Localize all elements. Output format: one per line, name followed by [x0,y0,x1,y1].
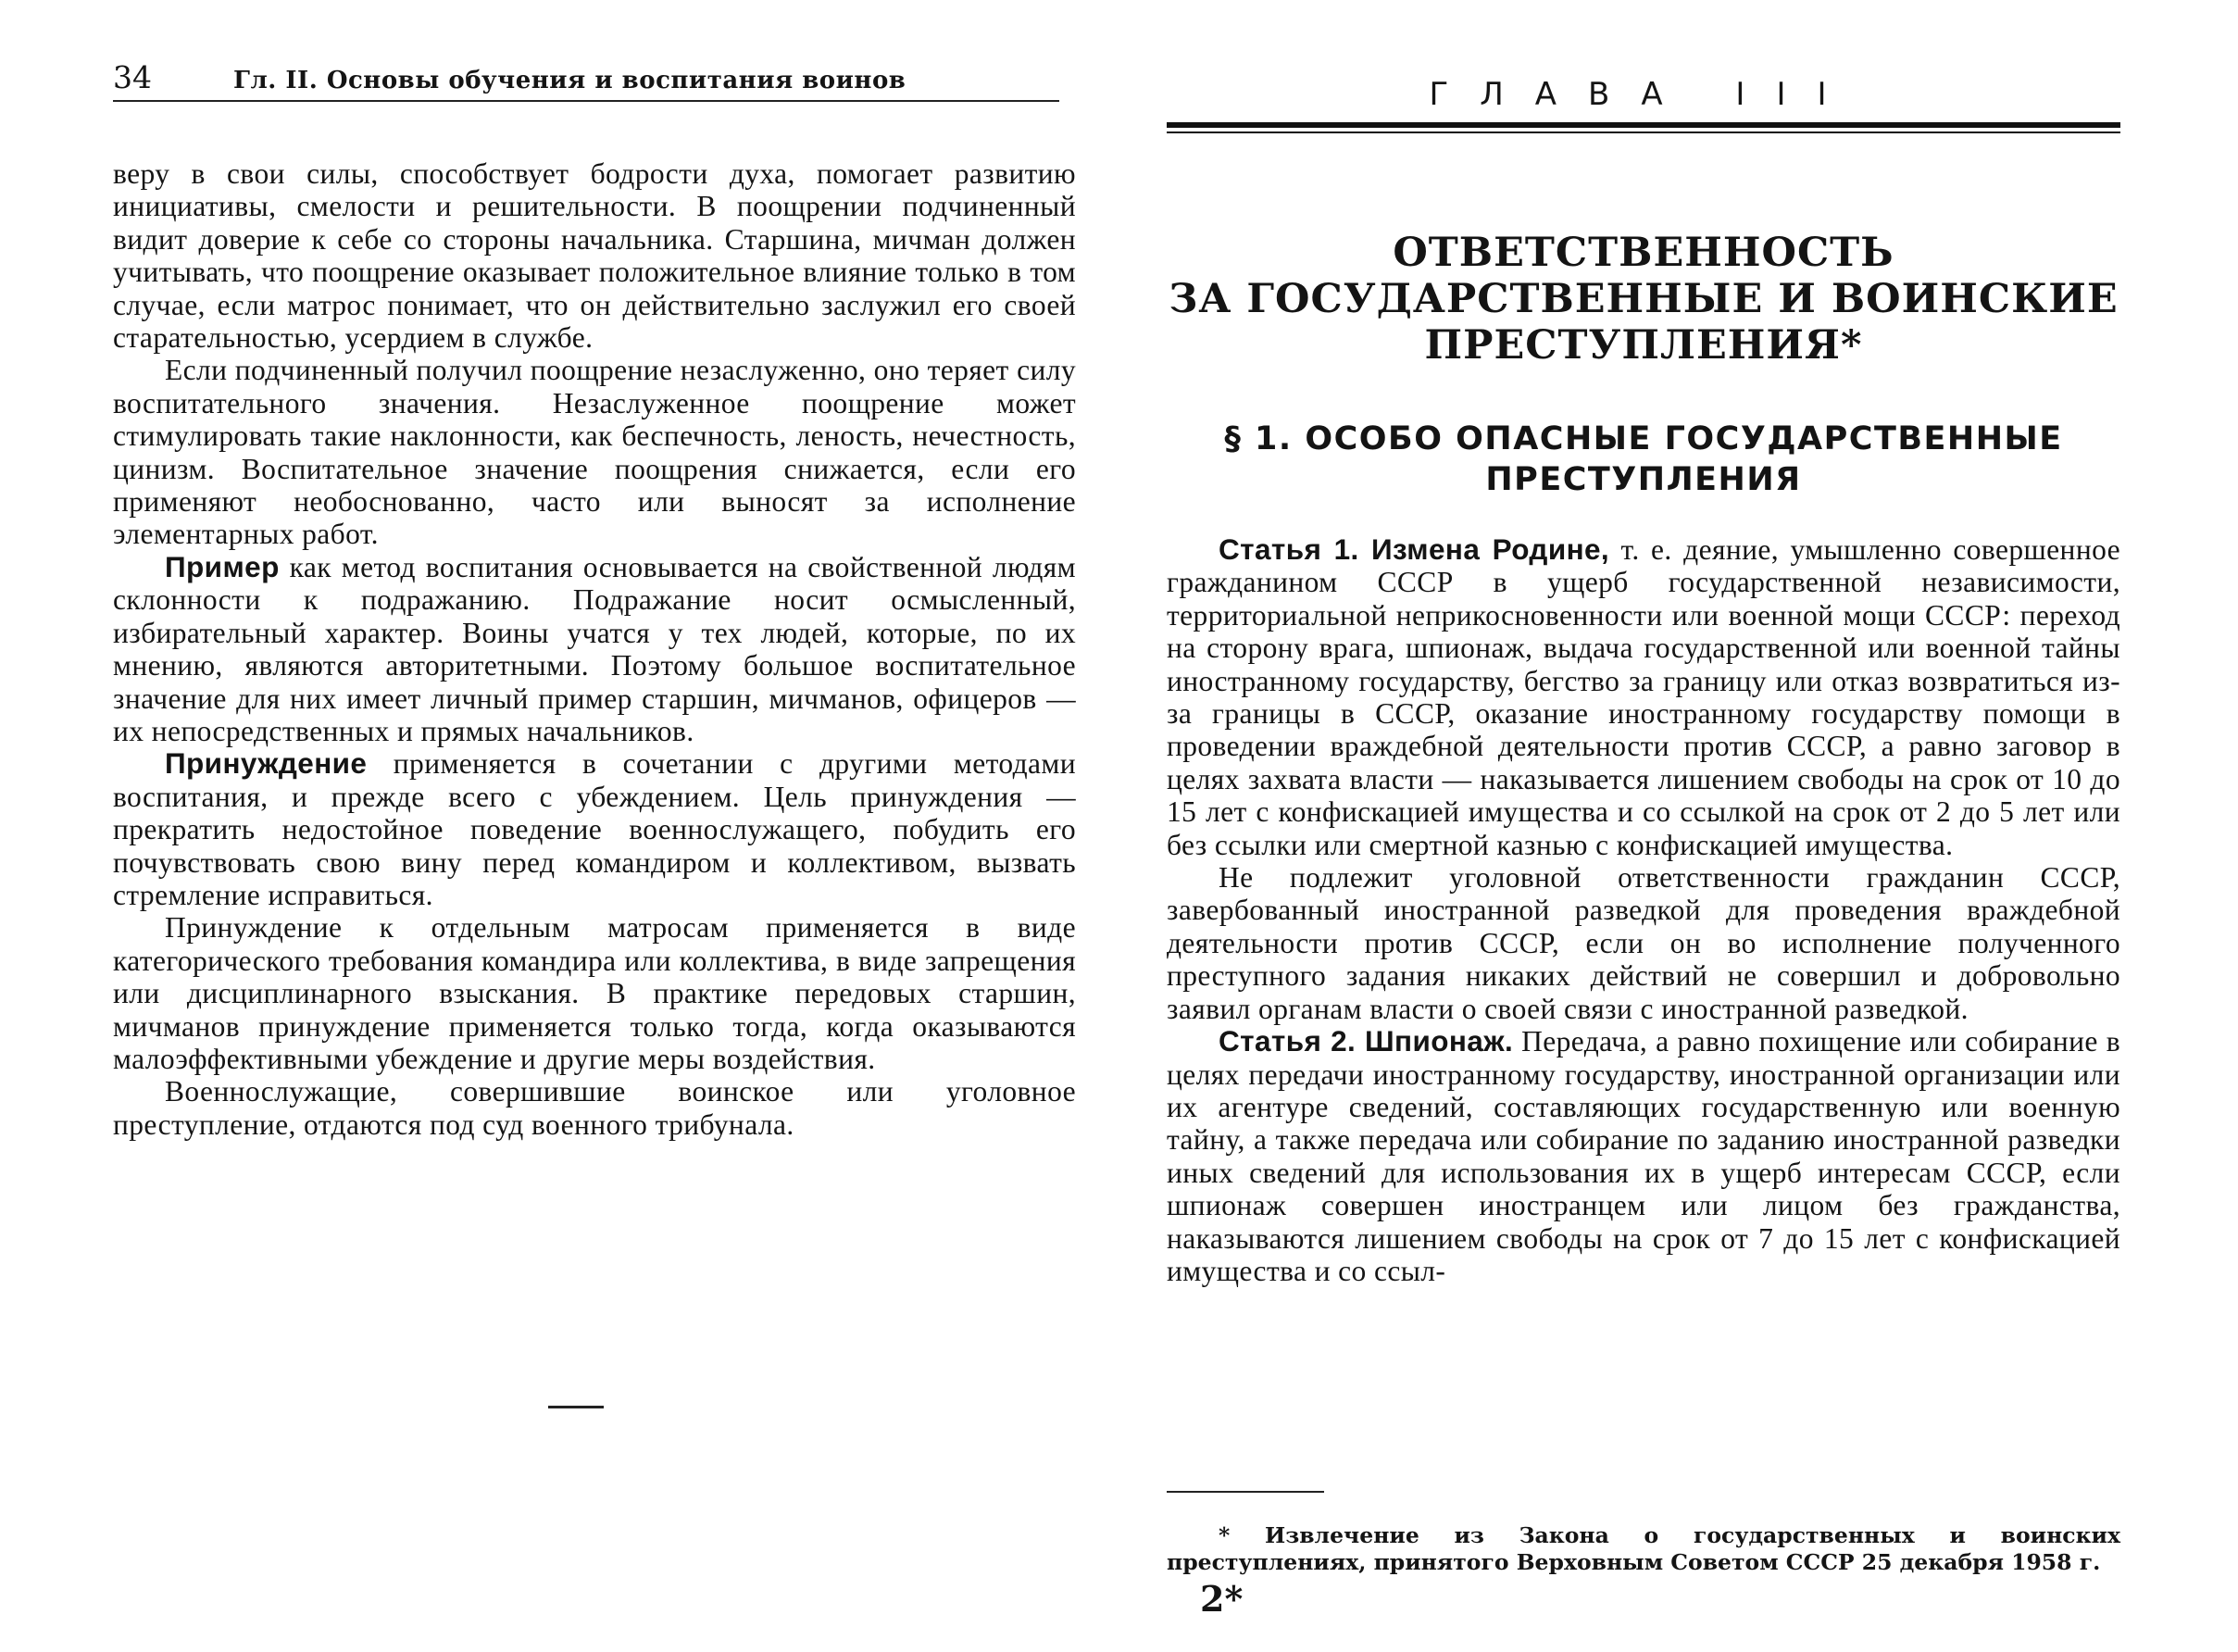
chapter-title: ОТВЕТСТВЕННОСТЬ ЗА ГОСУДАРСТВЕННЫЕ И ВОИНСКИЕ ПРЕСТУПЛЕНИЯ* [1169,230,2119,369]
paragraph: Принуждение применяется в сочетании с другими методами воспитания, и прежде всего с убеждением. Цель принуждения — прекратить недостойное поведение военнослужащего, побудить его почувствовать свою вину перед командиром и коллективом, вызвать стремление исправиться. [113,746,1076,911]
paragraph: веру в свои силы, способствует бодрости духа, помогает развитию инициативы, смелости и решительности. В поощрении подчиненный видит доверие к себе со стороны начальника. Старшина, мичман должен учитывать, что поощрение оказывает положительное влияние только в том случае, если матрос понимает, что он действительно заслужил его своей старательностью, усердием в службе. [113,157,1076,355]
chapter-label: ГЛАВА III [1429,76,1858,113]
left-body-text [113,157,1076,1141]
running-title: Гл. II. Основы обучения и воспитания воинов [233,67,906,94]
footnote: * Извлечение из Закона о государственных и воинских преступлениях, принятого Верховным Советом СССР 25 декабря 1958 г. [1167,1522,2120,1575]
footnote-rule [1167,1491,1324,1493]
paragraph: Если подчиненный получил поощрение незаслуженно, оно теряет силу воспитательного значения. Незаслуженное поощрение может стимулировать такие наклонности, как беспечность, леность, нечестность, цинизм. Воспитательное значение поощрения снижается, если его применяют необоснованно, часто или выносят за исполнение элементарных работ. [113,354,1076,551]
page-number: 34 [113,59,152,95]
paragraph: Статья 2. Шпионаж. Передача, а равно похищение или собирание в целях передачи иностранному государству, иностранной организации или их агентуре сведений, составляющих государственную или военную тайну, а также передача или собирание по заданию иностранной разведки иных сведений для использования их в ущерб интересам СССР, если шпионаж совершен иностранцем или лицом без гражданства, наказываются лишением свободы на срок от 7 до 15 лет с конфискацией имущества и со ссыл- [1167,1024,2120,1287]
paragraph: Принуждение к отдельным матросам применяется в виде категорического требования командира или коллектива, в виде запрещения или дисциплинарного взыскания. В практике передовых старшин, мичманов принуждение применяется только тогда, когда оказываются малоэффективными убеждение и другие меры воздействия. [113,911,1076,1075]
term-bold: Пример [165,549,280,583]
paragraph: Военнослужащие, совершившие воинское или уголовное преступление, отдаются под суд военного трибунала. [113,1075,1076,1141]
header-rule [113,100,1059,102]
chapter-rule-thick [1167,122,2120,128]
chapter-rule-thin [1167,131,2120,133]
signature-mark: 2* [1200,1578,1244,1620]
term-bold: Принуждение [165,746,368,781]
right-body-text [1167,533,2120,1287]
article-heading: Статья 2. Шпионаж. [1219,1024,1514,1058]
chapter-end-rule [548,1406,604,1408]
paragraph: Пример как метод воспитания основывается на свойственной людям склонности к подражанию. Подражание носит осмысленный, избирательный характер. Воины учатся у тех людей, которые, по их мнению, являются авторитетными. Поэтому большое воспитательное значение для них имеет личный пример старшин, мичманов, офицеров — их непосредственных и прямых начальников. [113,549,1076,747]
paragraph: Статья 1. Измена Родине, т. е. деяние, умышленно совершенное гражданином СССР в ущерб государственной независимости, территориальной неприкосновенности или военной мощи СССР: переход на сторону врага, шпионаж, выдача государственной или военной тайны иностранному государству, бегство за границу или отказ возвратиться из-за границы в СССР, оказание иностранному государству помощи в проведении враждебной деятельности против СССР, а равно заговор в целях захвата власти — наказывается лишением свободы на срок от 10 до 15 лет с конфискацией имущества и со ссылкой на срок от 2 до 5 лет или без ссылки или смертной казнью с конфискацией имущества. [1167,532,2120,861]
article-heading: Статья 1. Измена Родине, [1219,532,1610,566]
paragraph: Не подлежит уголовной ответственности гражданин СССР, завербованный иностранной разведкой для проведения враждебной деятельности против СССР, если он во исполнение полученного преступного задания никаких действий не совершил и добровольно заявил органам власти о своей связи с иностранной разведкой. [1167,861,2120,1025]
running-head [113,59,1057,95]
section-title: § 1. ОСОБО ОПАСНЫЕ ГОСУДАРСТВЕННЫЕ ПРЕСТУПЛЕНИЯ [1224,420,2063,498]
left-page [113,0,1076,1652]
right-page [1167,0,2120,1652]
